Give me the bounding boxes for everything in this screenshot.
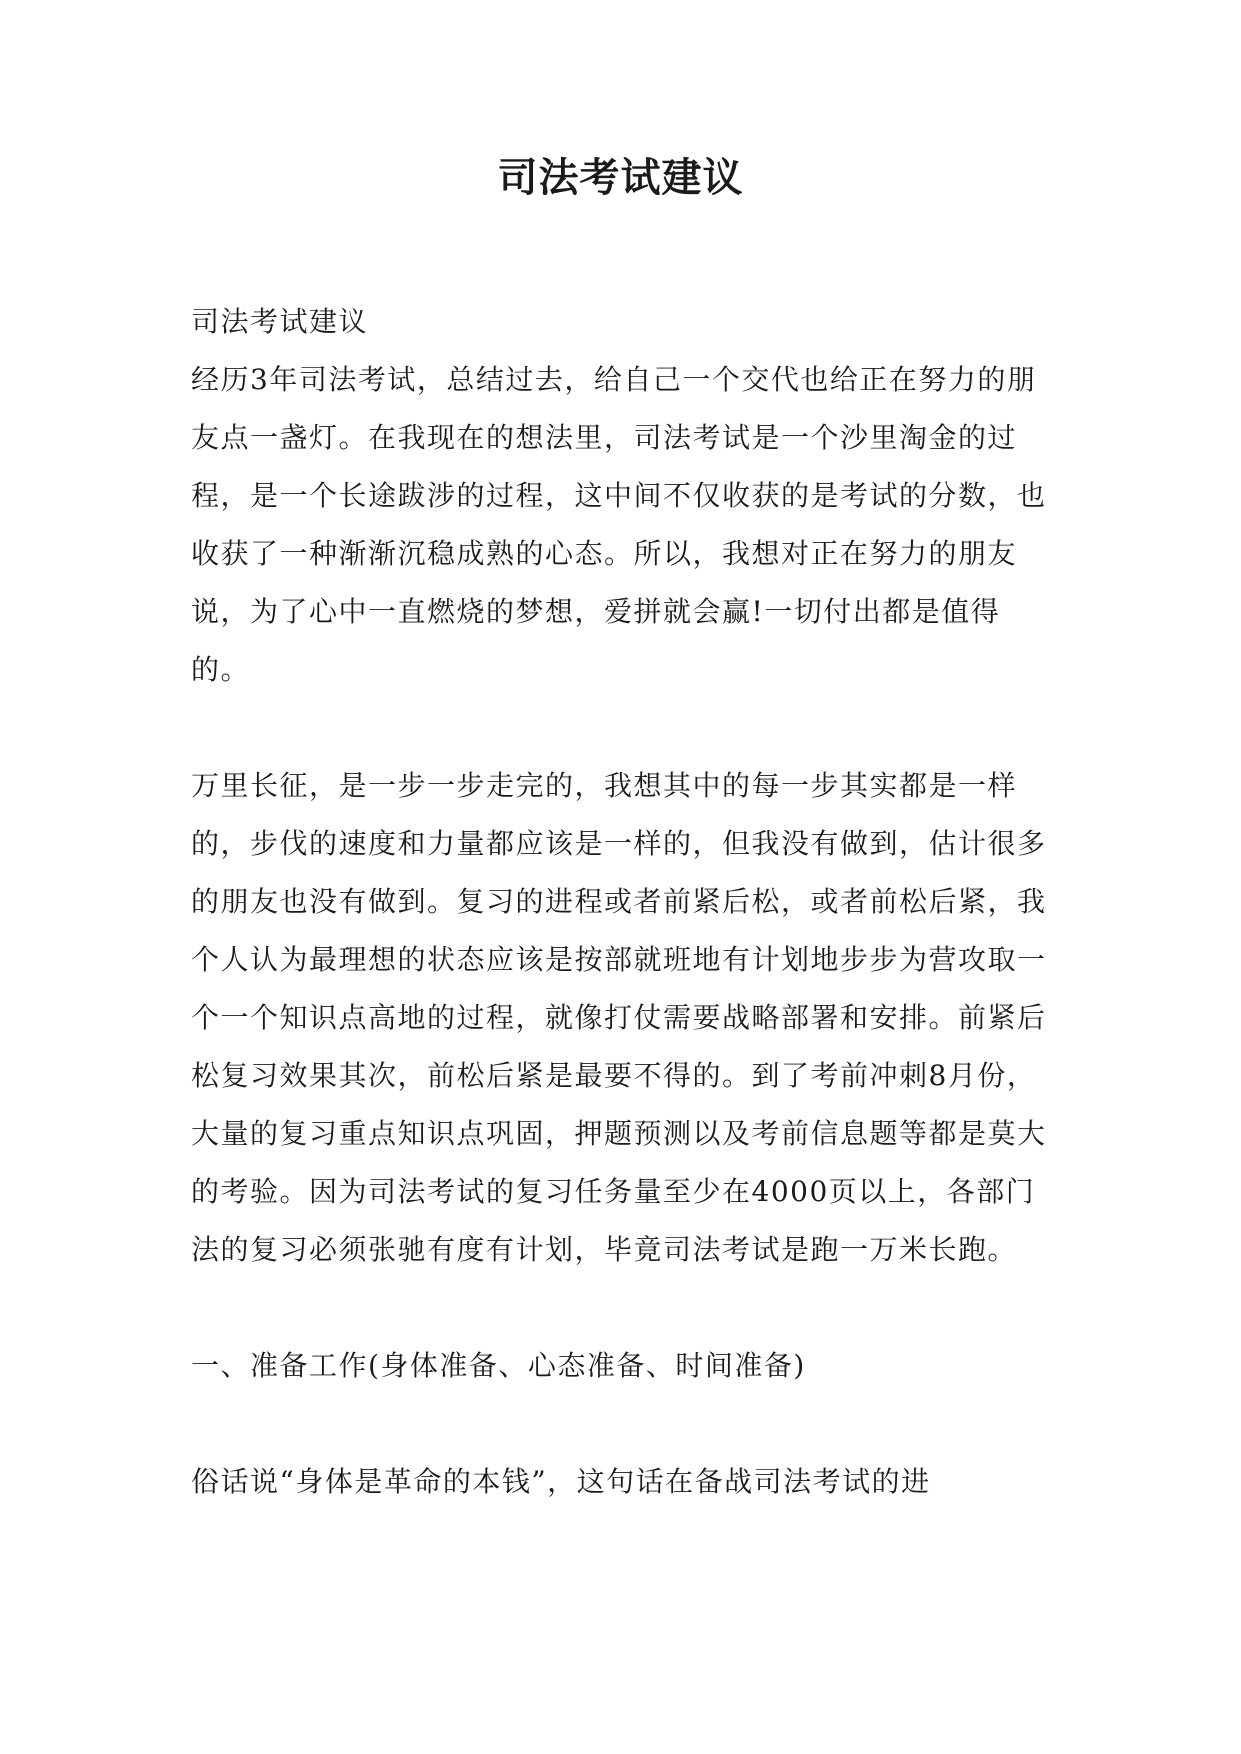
- document-title: 司法考试建议: [497, 155, 744, 201]
- paragraph-spacer: [191, 1279, 1053, 1337]
- paragraph-2: 万里长征，是一步一步走完的，我想其中的每一步其实都是一样的，步伐的速度和力量都应该是一样的，但我没有做到，估计很多的朋友也没有做到。复习的进程或者前紧后松，或者前松后紧，我个人认为最理想的状态应该是按部就班地有计划地步步为营攻取一个一个知识点高地的过程，就像打仗需要战略部署和安排。前紧后松复习效果其次，前松后紧是最要不得的。到了考前冲刺8月份，大量的复习重点知识点巩固，押题预测以及考前信息题等都是莫大的考验。因为司法考试的复习任务量至少在4000页以上，各部门法的复习必须张驰有度有计划，毕竟司法考试是跑一万米长跑。: [191, 769, 1047, 1266]
- paragraph-3: 俗话说“身体是革命的本钱”，这句话在备战司法考试的进: [191, 1465, 931, 1498]
- paragraph-spacer: [191, 1395, 1053, 1453]
- section-heading: 一、准备工作(身体准备、心态准备、时间准备): [191, 1349, 806, 1382]
- document-body: [191, 293, 1053, 1511]
- document-subtitle: 司法考试建议: [191, 305, 369, 338]
- paragraph-spacer: [191, 699, 1053, 757]
- paragraph-1: 经历3年司法考试，总结过去，给自己一个交代也给正在努力的朋友点一盏灯。在我现在的想法里，司法考试是一个沙里淘金的过程，是一个长途跋涉的过程，这中间不仅收获的是考试的分数，也收获了一种渐渐沉稳成熟的心态。所以，我想对正在努力的朋友说，为了心中一直燃烧的梦想，爱拼就会赢!一切付出都是值得的。: [191, 363, 1047, 686]
